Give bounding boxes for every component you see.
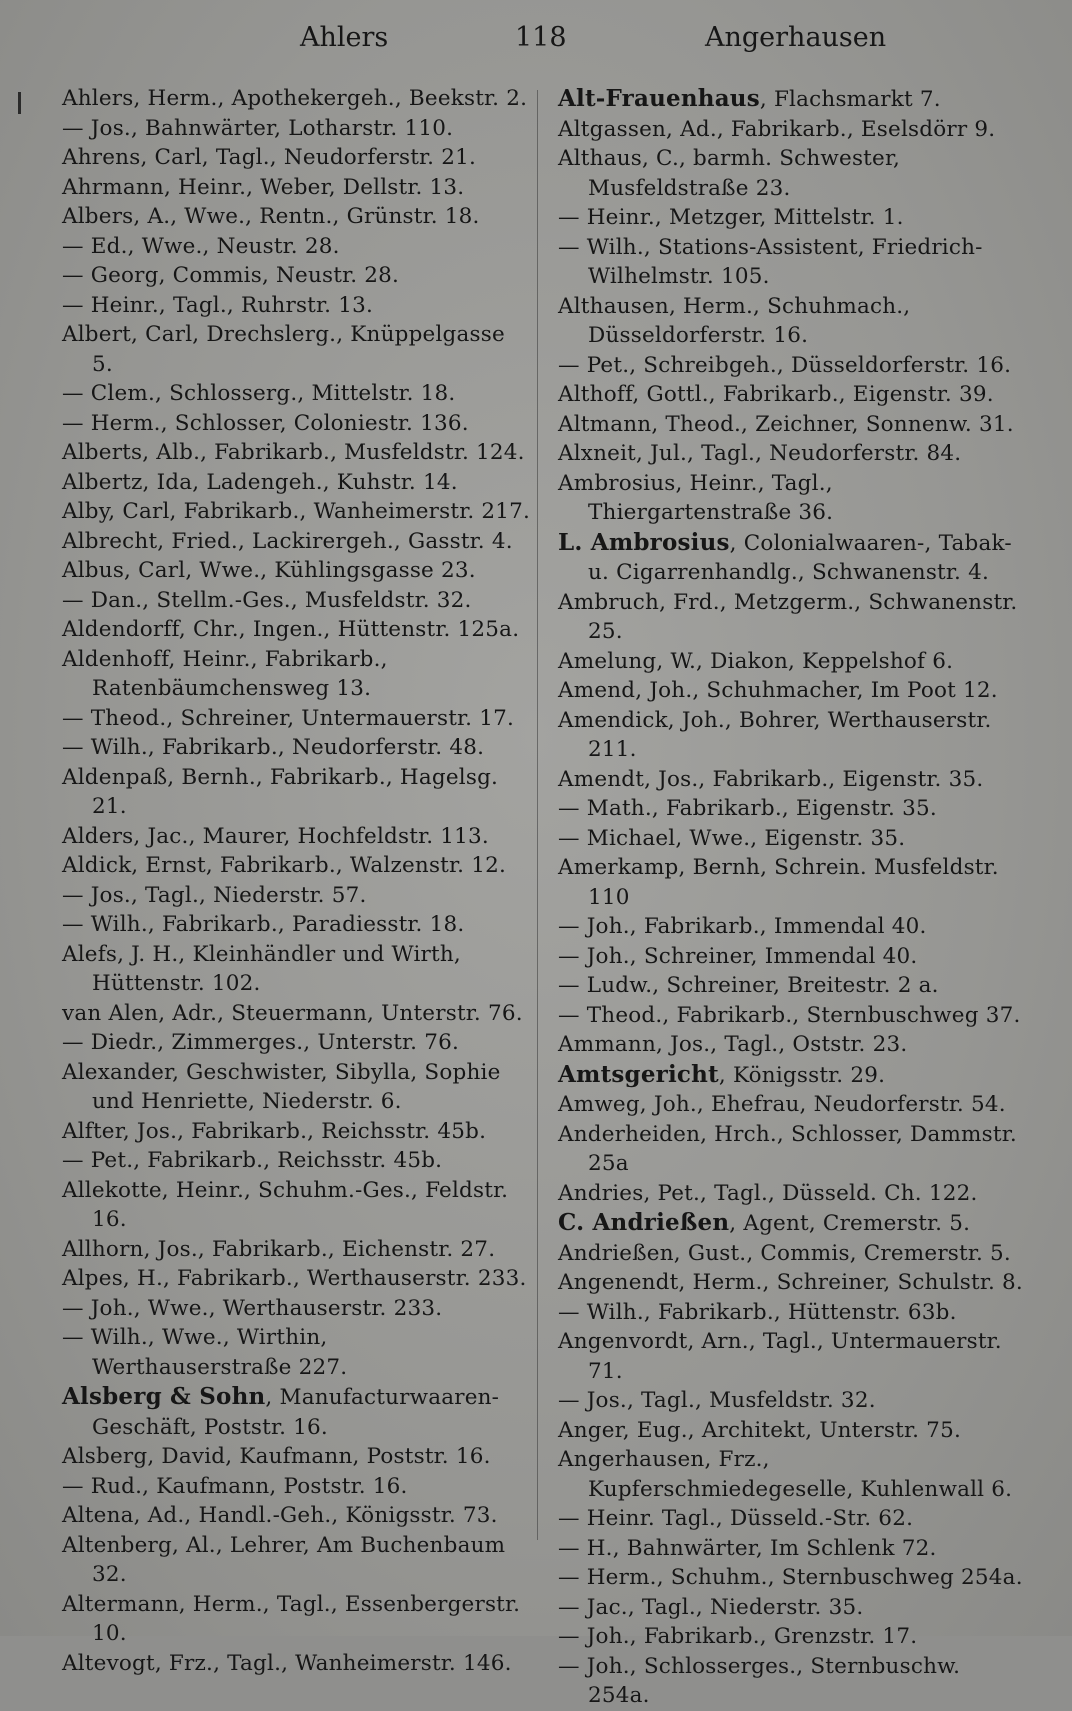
directory-entry: Altermann, Herm., Tagl., Essenbergerstr. 10.: [62, 1591, 521, 1646]
directory-entry: Alt-Frauenhaus, Flachsmarkt 7.: [558, 85, 941, 112]
directory-entry: — Herm., Schlosser, Coloniestr. 136.: [62, 410, 469, 436]
directory-entry: L. Ambrosius, Colonialwaaren-, Tabak- u. Cigarrenhandlg., Schwanenstr. 4.: [558, 528, 1012, 585]
directory-entry: Amendick, Joh., Bohrer, Werthauserstr. 211.: [558, 707, 992, 762]
directory-entry: Angenendt, Herm., Schreiner, Schulstr. 8.: [558, 1270, 1023, 1295]
directory-entry: — H., Bahnwärter, Im Schlenk 72.: [558, 1535, 937, 1561]
directory-entry: — Joh., Schreiner, Immendal 40.: [558, 943, 918, 969]
directory-entry: Ambrosius, Heinr., Tagl., Thiergartenstraße 36.: [558, 470, 834, 525]
directory-entry: — Jos., Tagl., Niederstr. 57.: [62, 882, 367, 908]
directory-entry: Albertz, Ida, Ladengeh., Kuhstr. 14.: [62, 469, 458, 495]
directory-entry: Aldenhoff, Heinr., Fabrikarb., Ratenbäumchensweg 13.: [62, 646, 388, 701]
directory-entry: — Rud., Kaufmann, Poststr. 16.: [62, 1473, 408, 1499]
directory-entry: Althausen, Herm., Schuhmach., Düsseldorferstr. 16.: [558, 293, 911, 348]
directory-entry: — Joh., Wwe., Werthauserstr. 233.: [62, 1295, 443, 1321]
directory-entry: Althaus, C., barmh. Schwester, Musfeldstraße 23.: [558, 146, 901, 201]
directory-entry: — Joh., Fabrikarb., Grenzstr. 17.: [558, 1624, 918, 1649]
directory-entry: Altenberg, Al., Lehrer, Am Buchenbaum 32.: [62, 1532, 506, 1587]
directory-entry: Alby, Carl, Fabrikarb., Wanheimerstr. 217.: [62, 499, 531, 524]
directory-entry: C. Andrießen, Agent, Cremerstr. 5.: [558, 1209, 971, 1236]
header-left-keyword: Ahlers: [300, 22, 389, 53]
directory-entry: Ahrmann, Heinr., Weber, Dellstr. 13.: [62, 174, 465, 200]
left-column: [62, 84, 532, 1678]
directory-entry: — Pet., Fabrikarb., Reichsstr. 45b.: [62, 1148, 443, 1173]
directory-entry: Alefs, J. H., Kleinhändler und Wirth, Hüttenstr. 102.: [62, 941, 461, 996]
column-divider: [537, 90, 538, 1540]
directory-entry: — Heinr., Metzger, Mittelstr. 1.: [558, 205, 904, 230]
directory-entry: Anderheiden, Hrch., Schlosser, Dammstr. 25a: [558, 1121, 1017, 1176]
directory-entry: — Theod., Schreiner, Untermauerstr. 17.: [62, 705, 515, 731]
page-header: [60, 22, 1032, 66]
page-number: 118: [515, 22, 567, 53]
header-right-keyword: Angerhausen: [705, 22, 887, 53]
directory-entry: — Wilh., Fabrikarb., Neudorferstr. 48.: [62, 735, 485, 760]
directory-entry: Altena, Ad., Handl.-Geh., Königsstr. 73.: [62, 1503, 498, 1528]
directory-entry: — Diedr., Zimmerges., Unterstr. 76.: [62, 1030, 460, 1055]
directory-entry: — Pet., Schreibgeh., Düsseldorferstr. 16.: [558, 352, 1012, 378]
directory-entry: — Jos., Bahnwärter, Lotharstr. 110.: [62, 115, 454, 141]
directory-entry: Ahrens, Carl, Tagl., Neudorferstr. 21.: [62, 145, 477, 170]
directory-entry: Alfter, Jos., Fabrikarb., Reichsstr. 45b.: [62, 1118, 487, 1144]
directory-entry: — Dan., Stellm.-Ges., Musfeldstr. 32.: [62, 587, 472, 613]
directory-entry: — Joh., Fabrikarb., Immendal 40.: [558, 914, 927, 939]
directory-entry: — Ludw., Schreiner, Breitestr. 2 a.: [558, 973, 939, 998]
directory-entry: Amelung, W., Diakon, Keppelshof 6.: [558, 648, 954, 674]
directory-entry: — Wilh., Fabrikarb., Paradiesstr. 18.: [62, 912, 465, 937]
directory-entry: Amtsgericht, Königsstr. 29.: [558, 1060, 886, 1088]
directory-entry: — Michael, Wwe., Eigenstr. 35.: [558, 825, 906, 851]
directory-entry: Amweg, Joh., Ehefrau, Neudorferstr. 54.: [558, 1092, 1006, 1117]
directory-entry: Albrecht, Fried., Lackirergeh., Gasstr. 4.: [62, 528, 513, 554]
directory-entry: — Heinr., Tagl., Ruhrstr. 13.: [62, 292, 373, 318]
directory-entry: Alsberg & Sohn, Manufacturwaaren-Geschäft, Poststr. 16.: [62, 1383, 500, 1440]
directory-entry: Albus, Carl, Wwe., Kühlingsgasse 23.: [62, 558, 476, 583]
directory-entry: Aldendorff, Chr., Ingen., Hüttenstr. 125a.: [62, 617, 520, 642]
directory-entry: Altevogt, Frz., Tagl., Wanheimerstr. 146.: [62, 1650, 512, 1676]
directory-entry: Angerhausen, Frz., Kupferschmiedegeselle, Kuhlenwall 6.: [558, 1447, 1013, 1502]
directory-entry: Albert, Carl, Drechslerg., Knüppelgasse 5.: [62, 322, 505, 377]
directory-entry: — Theod., Fabrikarb., Sternbuschweg 37.: [558, 1002, 1021, 1028]
directory-entry: — Joh., Schlosserges., Sternbuschw. 254a.: [558, 1653, 961, 1708]
directory-entry: Ahlers, Herm., Apothekergeh., Beekstr. 2.: [62, 86, 528, 111]
directory-entry: Allhorn, Jos., Fabrikarb., Eichenstr. 27.: [62, 1236, 496, 1262]
directory-entry: Allekotte, Heinr., Schuhm.-Ges., Feldstr. 16.: [62, 1177, 509, 1232]
right-column: [558, 84, 1026, 1711]
directory-entry: Alberts, Alb., Fabrikarb., Musfeldstr. 124.: [62, 440, 525, 465]
directory-entry: Amerkamp, Bernh, Schrein. Musfeldstr. 110: [558, 855, 999, 910]
directory-entry: — Wilh., Wwe., Wirthin, Werthauserstraße 227.: [62, 1325, 348, 1380]
directory-entry: Alders, Jac., Maurer, Hochfeldstr. 113.: [62, 823, 489, 849]
directory-entry: Aldenpaß, Bernh., Fabrikarb., Hagelsg. 21.: [62, 764, 499, 819]
margin-mark: [18, 92, 21, 114]
directory-entry: Althoff, Gottl., Fabrikarb., Eigenstr. 39.: [558, 382, 994, 407]
directory-entry: Andries, Pet., Tagl., Düsseld. Ch. 122.: [558, 1180, 978, 1206]
directory-entry: Ammann, Jos., Tagl., Oststr. 23.: [558, 1032, 908, 1057]
directory-entry: — Clem., Schlosserg., Mittelstr. 18.: [62, 381, 456, 406]
directory-entry: — Wilh., Fabrikarb., Hüttenstr. 63b.: [558, 1299, 957, 1325]
directory-entry: Alpes, H., Fabrikarb., Werthauserstr. 233.: [62, 1266, 527, 1291]
directory-entry: Altgassen, Ad., Fabrikarb., Eselsdörr 9.: [558, 116, 996, 142]
directory-entry: — Math., Fabrikarb., Eigenstr. 35.: [558, 796, 937, 821]
directory-entry: Andrießen, Gust., Commis, Cremerstr. 5.: [558, 1240, 1011, 1266]
directory-entry: — Georg, Commis, Neustr. 28.: [62, 263, 400, 288]
directory-entry: Albers, A., Wwe., Rentn., Grünstr. 18.: [62, 204, 480, 229]
directory-entry: — Heinr. Tagl., Düsseld.-Str. 62.: [558, 1506, 914, 1531]
directory-entry: Ambruch, Frd., Metzgerm., Schwanenstr. 25.: [558, 589, 1018, 644]
directory-entry: Alxneit, Jul., Tagl., Neudorferstr. 84.: [558, 441, 962, 466]
directory-entry: — Wilh., Stations-Assistent, Friedrich-Wilhelmstr. 105.: [558, 234, 983, 289]
directory-entry: — Jac., Tagl., Niederstr. 35.: [558, 1594, 864, 1620]
directory-entry: Aldick, Ernst, Fabrikarb., Walzenstr. 12.: [62, 853, 506, 878]
directory-entry: — Herm., Schuhm., Sternbuschweg 254a.: [558, 1565, 1023, 1590]
directory-entry: Amend, Joh., Schuhmacher, Im Poot 12.: [558, 678, 998, 703]
directory-entry: — Jos., Tagl., Musfeldstr. 32.: [558, 1388, 876, 1413]
directory-entry: Altmann, Theod., Zeichner, Sonnenw. 31.: [558, 411, 1014, 437]
directory-entry: van Alen, Adr., Steuermann, Unterstr. 76.: [62, 1000, 523, 1026]
directory-entry: Amendt, Jos., Fabrikarb., Eigenstr. 35.: [558, 766, 984, 792]
directory-entry: — Ed., Wwe., Neustr. 28.: [62, 233, 340, 259]
directory-entry: Anger, Eug., Architekt, Unterstr. 75.: [558, 1417, 961, 1443]
directory-entry: Alexander, Geschwister, Sibylla, Sophie und Henriette, Niederstr. 6.: [62, 1059, 501, 1114]
directory-entry: Alsberg, David, Kaufmann, Poststr. 16.: [62, 1444, 491, 1469]
directory-entry: Angenvordt, Arn., Tagl., Untermauerstr. 71.: [558, 1329, 1002, 1384]
